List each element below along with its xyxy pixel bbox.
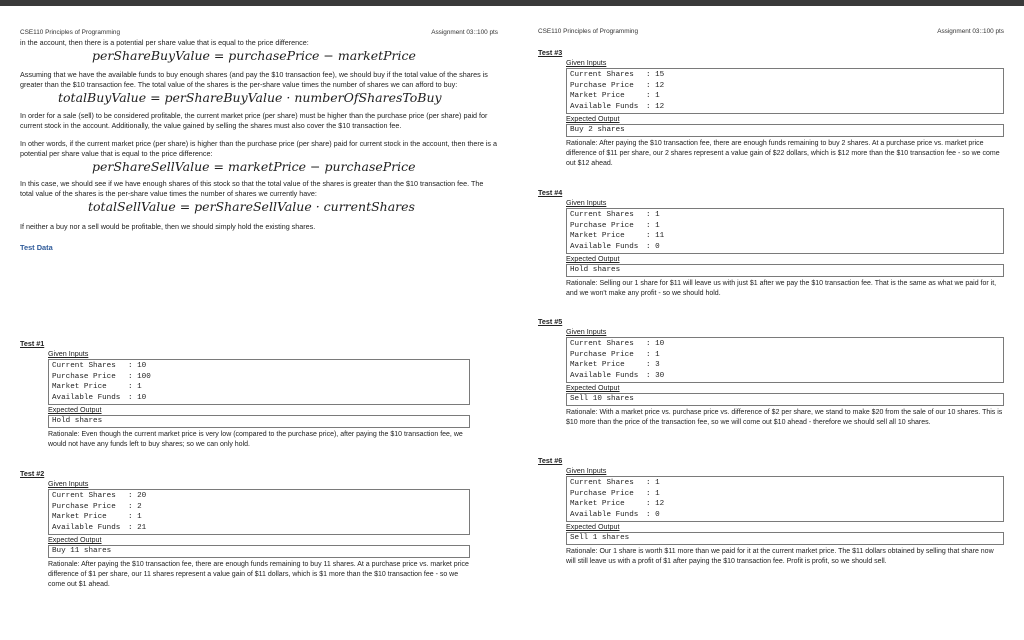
page-header xyxy=(20,28,498,38)
formula-total-sell: totalSellValue = perShareSellValue · currentShares xyxy=(88,199,415,214)
purchase-price-value: : 2 xyxy=(128,502,142,511)
right-page-header xyxy=(538,28,1004,38)
formula-buy-per-share: perShareBuyValue = purchasePrice − marketPrice xyxy=(92,48,416,63)
available-funds-value: : 21 xyxy=(128,523,147,532)
market-price-value: : 1 xyxy=(646,92,660,101)
assignment-points: Assignment 03::100 pts xyxy=(431,29,498,36)
given-inputs-label: Given Inputs xyxy=(566,466,607,475)
test-title: Test #4 xyxy=(538,188,563,197)
test-title: Test #5 xyxy=(538,317,563,326)
purchase-price-label: Purchase Price xyxy=(52,502,116,511)
rationale: Rationale: With a market price vs. purchase price vs. difference of $2 per share, we stand to make $20 from the sale of our 10 shares. This is $10 more than the price of the transaction fee, so we will come out $10 ahead - therefore we should sell all 10 shares. xyxy=(566,409,1003,427)
purchase-price-label: Purchase Price xyxy=(570,81,634,90)
given-inputs-label: Given Inputs xyxy=(566,198,607,207)
paragraph-sell-condition: In order for a sale (sell) to be considered profitable, the current market price (per share) must be higher than the purchase price (per share) paid for current stock in the account. Additionally, the value gained by selling the shares must also cover the $10 transaction fee. xyxy=(20,111,488,130)
current-shares-label: Current Shares xyxy=(570,479,634,487)
given-inputs-label: Given Inputs xyxy=(566,327,607,336)
available-funds-label: Available Funds xyxy=(570,102,639,111)
available-funds-label: Available Funds xyxy=(570,242,639,251)
test-title: Test #3 xyxy=(538,48,563,57)
given-inputs-box xyxy=(566,208,1004,254)
test-title: Test #1 xyxy=(20,339,45,348)
market-price-label: Market Price xyxy=(570,500,625,509)
course-title: CSE110 Principles of Programming xyxy=(20,29,121,36)
paragraph-sell-total: In this case, we should see if we have enough shares of this stock so that the total value of the shares is greater than the $10 transaction fee. The total value of the shares is the per-share value times the number of shares we currently have: xyxy=(20,179,484,198)
test-data-heading: Test Data xyxy=(20,243,53,252)
expected-output-box: Buy 11 shares xyxy=(48,545,470,558)
course-title: CSE110 Principles of Programming xyxy=(538,28,639,35)
given-inputs-label: Given Inputs xyxy=(566,58,607,67)
test-title: Test #2 xyxy=(20,469,45,478)
available-funds-label: Available Funds xyxy=(570,371,639,380)
expected-output-label: Expected Output xyxy=(566,383,620,393)
market-price-label: Market Price xyxy=(570,92,625,101)
available-funds-label: Available Funds xyxy=(52,393,121,402)
rationale: Rationale: After paying the $10 transaction fee, there are enough funds remaining to buy 11 shares. At a purchase price vs. market price difference of $1 per share, our 11 shares represent a value gain of $11 dollars, which is $1 more than the $10 transaction fee - so we come out $1 ahead. xyxy=(48,561,469,589)
purchase-price-value: : 1 xyxy=(646,489,660,498)
given-inputs-box xyxy=(48,489,470,535)
given-inputs-box xyxy=(566,337,1004,383)
expected-output-box: Hold shares xyxy=(566,264,1004,277)
market-price-value: : 1 xyxy=(128,513,142,522)
expected-output-box: Sell 1 shares xyxy=(566,532,1004,545)
market-price-value: : 1 xyxy=(128,383,142,392)
purchase-price-value: : 100 xyxy=(128,372,151,381)
rationale: Rationale: Selling our 1 share for $11 will leave us with just $1 after we pay the $10 transaction fee. That is the same as what we paid for it, and we won't make any profit - so we should hold. xyxy=(566,280,997,298)
current-shares-label: Current Shares xyxy=(570,340,634,348)
available-funds-value: : 30 xyxy=(646,371,665,380)
available-funds-value: : 12 xyxy=(646,102,665,111)
test-2 xyxy=(20,469,470,590)
formula-total-buy: totalBuyValue = perShareBuyValue · numberOfSharesToBuy xyxy=(58,90,442,105)
given-inputs-box xyxy=(566,68,1004,114)
purchase-price-value: : 12 xyxy=(646,81,665,90)
current-shares-value: : 10 xyxy=(128,362,147,370)
assignment-points: Assignment 03::100 pts xyxy=(937,28,1004,35)
current-shares-value: : 10 xyxy=(646,340,665,348)
available-funds-value: : 0 xyxy=(646,510,660,519)
purchase-price-label: Purchase Price xyxy=(52,372,116,381)
purchase-price-value: : 1 xyxy=(646,221,660,230)
purchase-price-label: Purchase Price xyxy=(570,350,634,359)
purchase-price-label: Purchase Price xyxy=(570,489,634,498)
expected-output-label: Expected Output xyxy=(48,405,102,415)
market-price-label: Market Price xyxy=(52,513,107,522)
given-inputs-box xyxy=(48,359,470,405)
expected-output-label: Expected Output xyxy=(48,535,102,545)
market-price-value: : 11 xyxy=(646,232,665,241)
expected-output-box: Buy 2 shares xyxy=(566,124,1004,137)
market-price-label: Market Price xyxy=(570,232,625,241)
given-inputs-box xyxy=(566,476,1004,522)
expected-output-label: Expected Output xyxy=(566,522,620,532)
given-inputs-label: Given Inputs xyxy=(48,479,89,488)
test-1 xyxy=(20,339,470,450)
left-page xyxy=(20,28,498,253)
market-price-label: Market Price xyxy=(52,383,107,392)
available-funds-label: Available Funds xyxy=(52,523,121,532)
test-4 xyxy=(538,188,1004,299)
current-shares-label: Current Shares xyxy=(52,362,116,370)
available-funds-label: Available Funds xyxy=(570,510,639,519)
current-shares-label: Current Shares xyxy=(52,492,116,500)
available-funds-value: : 0 xyxy=(646,242,660,251)
expected-output-label: Expected Output xyxy=(566,254,620,264)
rationale: Rationale: Even though the current market price is very low (compared to the purchase price), after paying the $10 transaction fee, we would not have any funds left to buy shares; so we can only hold. xyxy=(48,431,463,449)
purchase-price-value: : 1 xyxy=(646,350,660,359)
paragraph-sell-difference: In other words, if the current market price (per share) is higher than the purchase price (per share) paid for current stock in the account, then there is a potential per share value that is equal to the price difference: xyxy=(20,139,498,158)
expected-output-label: Expected Output xyxy=(566,114,620,124)
window-top-bar xyxy=(0,0,1024,6)
current-shares-value: : 1 xyxy=(646,479,660,487)
market-price-label: Market Price xyxy=(570,361,625,370)
test-3 xyxy=(538,48,1004,169)
paragraph-hold: If neither a buy nor a sell would be profitable, then we should simply hold the existing shares. xyxy=(20,222,316,231)
current-shares-value: : 15 xyxy=(646,71,665,79)
formula-sell-per-share: perShareSellValue = marketPrice − purchasePrice xyxy=(92,159,416,174)
test-title: Test #6 xyxy=(538,456,563,465)
paragraph-buy-condition: Assuming that we have the available funds to buy enough shares (and pay the $10 transaction fee), we should buy if the total value of the shares is greater than the $10 transaction fee. The total value of the shares is the per-share value times the number of shares we can afford to buy: xyxy=(20,70,488,89)
intro-line: in the account, then there is a potential per share value that is equal to the price difference: xyxy=(20,38,309,47)
market-price-value: : 3 xyxy=(646,361,660,370)
expected-output-box: Hold shares xyxy=(48,415,470,428)
expected-output-box: Sell 10 shares xyxy=(566,393,1004,406)
current-shares-value: : 1 xyxy=(646,211,660,219)
current-shares-label: Current Shares xyxy=(570,71,634,79)
rationale: Rationale: Our 1 share is worth $11 more than we paid for it at the current market price. The $11 dollars obtained by selling that share now will still leave us with a profit of $1 after paying the $10 transaction fee. Profit is profit, so we should sell. xyxy=(566,548,994,566)
available-funds-value: : 10 xyxy=(128,393,147,402)
purchase-price-label: Purchase Price xyxy=(570,221,634,230)
current-shares-label: Current Shares xyxy=(570,211,634,219)
given-inputs-label: Given Inputs xyxy=(48,349,89,358)
rationale: Rationale: After paying the $10 transaction fee, there are enough funds remaining to buy 2 shares. At a purchase price vs. market price difference of $11 per share, our 2 shares represent a value gain of $22 dollars, which is $12 more than the $10 transaction fee - so we come out $12 ahead. xyxy=(566,140,1000,168)
current-shares-value: : 20 xyxy=(128,492,147,500)
test-6 xyxy=(538,456,1004,567)
market-price-value: : 12 xyxy=(646,500,665,509)
test-5 xyxy=(538,317,1004,428)
